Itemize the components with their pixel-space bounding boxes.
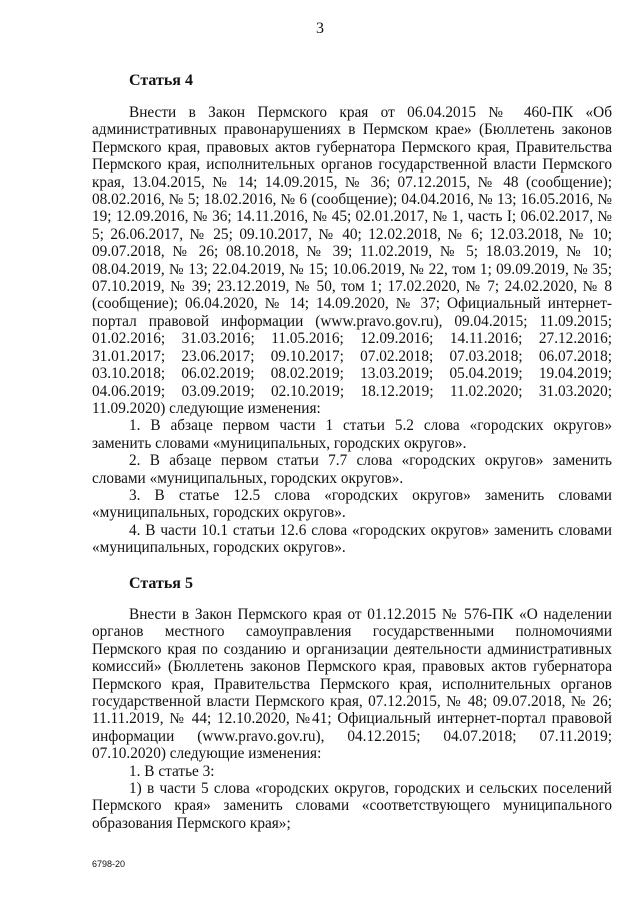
article-4-heading: Статья 4 [129,72,193,89]
document-code: 6798-20 [92,859,126,869]
article-4-body [92,104,612,557]
article-5-item-1: 1) в части 5 слова «городских округов, городских и сельских поселений Пермского края» заменить словами «соответствующего муниципального образования Пермского края»; [92,780,612,832]
article-4-item-4: 4. В части 10.1 статьи 12.6 слова «городских округов» заменить словами «муниципальных, городских округов». [92,521,612,557]
article-4-intro: Внести в Закон Пермского края от 06.04.2015 № 460-ПК «Об административных правонарушениях в Пермском крае» (Бюллетень законов Пермского края, правовых актов губернатора Пермского края, Правительства Пермского края, исполнительных органов государственной власти Пермского края, 13.04.2015, № 14; 14.09.2015, № 36; 07.12.2015, № 48 (сообщение); 08.02.2016, № 5; 18.02.2016, № 6 (сообщение); 04.04.2016, № 13; 16.05.2016, № 19; 12.09.2016, № 36; 14.11.2016, № 45; 02.01.2017, № 1, часть I; 06.02.2017, № 5; 26.06.2017, № 25; 09.10.2017, № 40; 12.02.2018, № 6; 12.03.2018, № 10; 09.07.2018, № 26; 08.10.2018, № 39; 11.02.2019, № 5; 18.03.2019, № 10; 08.04.2019, № 13; 22.04.2019, № 15; 10.06.2019, № 22, том 1; 09.09.2019, № 35; 07.10.2019, № 39; 23.12.2019, № 50, том 1; 17.02.2020, № 7; 24.02.2020, № 8 (сообщение); 06.04.2020, № 14; 14.09.2020, № 37; Официальный интернет-портал правовой информации (www.pravo.gov.ru), 09.04.2015; 11.09.2015; 01.02.2016; 31.03.2016; 11.05.2016; 12.09.2016; 14.11.2016; 27.12.2016; 31.01.2017; 23.06.2017; 09.10.2017; 07.02.2018; 07.03.2018; 06.07.2018; 03.10.2018; 06.02.2019; 08.02.2019; 13.03.2019; 05.04.2019; 19.04.2019; 04.06.2019; 03.09.2019; 02.10.2019; 18.12.2019; 11.02.2020; 31.03.2020; 11.09.2020) следующие изменения: [92,104,612,417]
page-number: 3 [316,20,324,37]
article-5-intro: Внести в Закон Пермского края от 01.12.2015 № 576-ПК «О наделении органов местного самоуправления государственными полномочиями Пермского края по созданию и организации деятельности административных комиссий» (Бюллетень законов Пермского края, правовых актов губернатора Пермского края, Правительства Пермского края, исполнительных органов государственной власти Пермского края, 07.12.2015, № 48; 09.07.2018, № 26; 11.11.2019, № 44; 12.10.2020, №41; Официальный интернет-портал правовой информации (www.pravo.gov.ru), 04.12.2015; 04.07.2018; 07.11.2019; 07.10.2020) следующие изменения: [92,606,612,763]
article-5-heading: Статья 5 [129,575,193,592]
article-4-item-1: 1. В абзаце первом части 1 статьи 5.2 слова «городских округов» заменить словами «муниципальных, городских округов». [92,417,612,452]
article-5-body [92,606,612,832]
article-4-item-3: 3. В статье 12.5 слова «городских округов» заменить словами «муниципальных, городских округов». [92,486,612,522]
article-4-item-2: 2. В абзаце первом статьи 7.7 слова «городских округов» заменить словами «муниципальных, городских округов». [92,452,612,487]
article-5-sub-heading: 1. В статье 3: [129,762,215,780]
